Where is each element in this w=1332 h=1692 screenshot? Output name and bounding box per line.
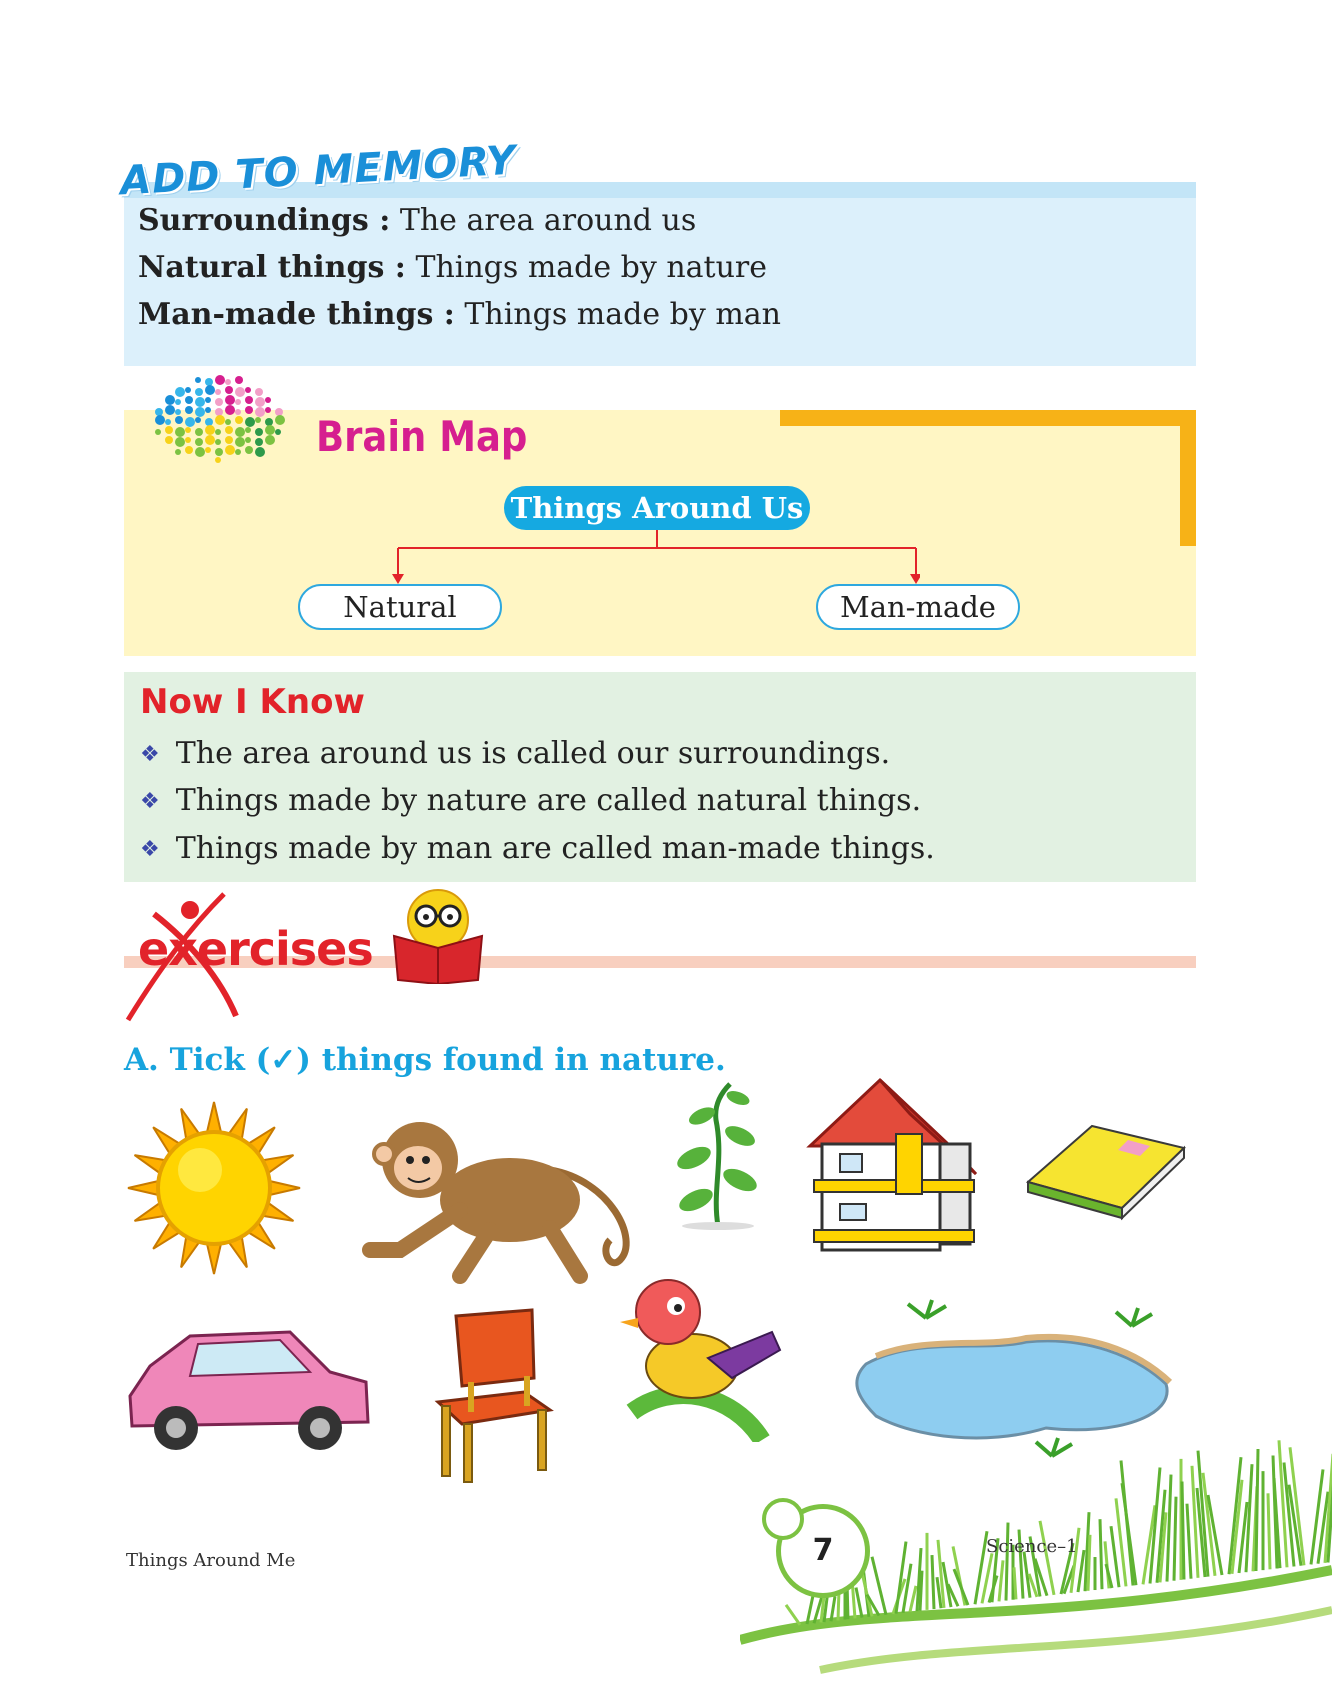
book-name: Science–1 xyxy=(986,1536,1078,1557)
memory-definition: Things made by man xyxy=(464,297,781,332)
brain-map-node-natural: Natural xyxy=(298,584,502,630)
memory-definition: The area around us xyxy=(399,203,697,238)
page-number-decoration xyxy=(762,1498,804,1540)
now-i-know-title: Now I Know xyxy=(140,682,365,722)
book-picture[interactable] xyxy=(1018,1118,1188,1228)
memory-definition: Things made by nature xyxy=(415,250,768,285)
brain-map-bracket-side xyxy=(1180,410,1196,546)
reading-smiley-icon xyxy=(384,884,494,984)
diamond-bullet-icon: ❖ xyxy=(140,789,160,814)
memory-item xyxy=(138,203,696,239)
chair-picture[interactable] xyxy=(428,1306,558,1486)
brain-map-title: Brain Map xyxy=(316,412,528,461)
list-item: ❖ Things made by nature are called natural things. xyxy=(140,783,922,818)
memory-term: Surroundings : xyxy=(138,203,391,238)
brain-map-connectors xyxy=(380,530,920,586)
memory-term: Natural things : xyxy=(138,250,406,285)
add-to-memory-title: ADD TO MEMORY xyxy=(119,137,518,205)
memory-term: Man-made things : xyxy=(138,297,455,332)
exercises-title: exercises xyxy=(138,922,373,976)
sun-picture[interactable] xyxy=(124,1098,304,1278)
monkey-picture[interactable] xyxy=(360,1100,660,1286)
car-picture[interactable] xyxy=(120,1306,376,1462)
exercise-question-a: A. Tick (✓) things found in nature. xyxy=(124,1042,726,1078)
brain-map-node-man-made: Man-made xyxy=(816,584,1020,630)
diamond-bullet-icon: ❖ xyxy=(140,742,160,767)
chapter-name: Things Around Me xyxy=(126,1550,296,1571)
brain-icon xyxy=(150,372,286,466)
brain-map-bracket xyxy=(780,410,1196,426)
list-item: ❖ The area around us is called our surroundings. xyxy=(140,736,891,771)
list-item: ❖ Things made by man are called man-made things. xyxy=(140,831,935,866)
memory-item xyxy=(138,297,781,333)
page-number: 7 xyxy=(776,1504,870,1598)
diamond-bullet-icon: ❖ xyxy=(140,837,160,862)
house-picture[interactable] xyxy=(800,1074,980,1264)
memory-item xyxy=(138,250,767,286)
brain-map-root-node: Things Around Us xyxy=(504,486,810,530)
plant-picture[interactable] xyxy=(672,1080,762,1230)
